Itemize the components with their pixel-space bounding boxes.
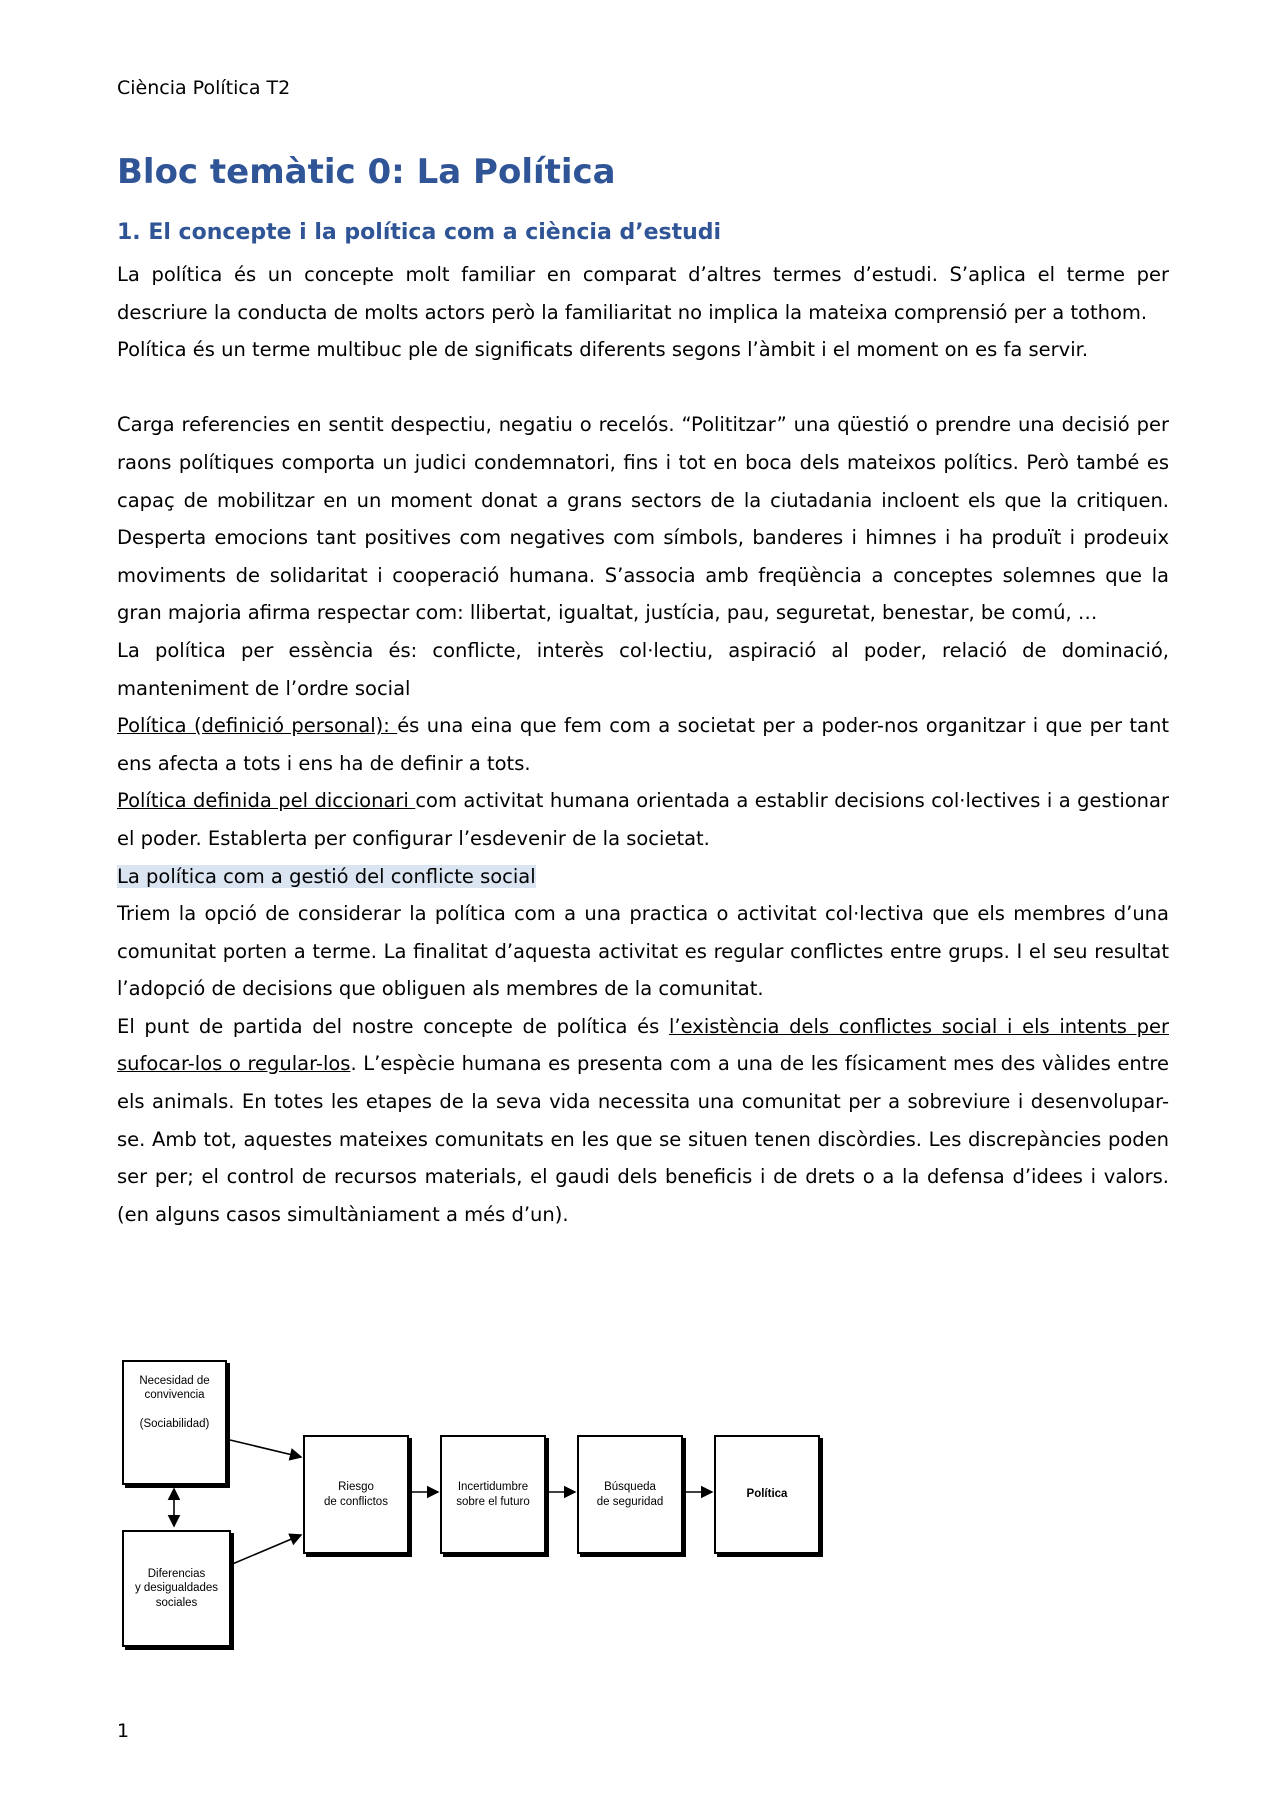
paragraph: Carga referencies en sentit despectiu, negatiu o recelós. “Polititzar” una qüestió o prendre una decisió per raons polítiques comporta un judici condemnatori, fins i tot en boca dels mateixos polítics. Però també es capaç de mobilitzar en un moment donat a grans sectors de la ciutadania incloent els que la critiquen. Desperta emocions tant positives com negatives com símbols, banderes i himnes i ha produït i prodeuix moviments de solidaritat i cooperació humana. S’associa amb freqüència a conceptes solemnes que la gran majoria afirma respectar com: llibertat, igualtat, justícia, pau, seguretat, benestar, be comú, … (117, 413, 1169, 625)
paragraph: Política és un terme multibuc ple de significats diferents segons l’àmbit i el moment on es fa servir. (117, 338, 1089, 362)
paragraph (117, 1008, 1169, 1234)
box-conflict-risk (303, 1435, 409, 1554)
box-security-search (577, 1435, 683, 1554)
box-label: y desigualdades (134, 1582, 219, 1595)
paragraph-text: . L’espècie humana es presenta com a una de les físicament mes des vàlides entre els animals. En totes les etapes de la seva vida necessita una comunitat per a sobreviure i desenvolupar-se. Amb tot, aquestes mateixes comunitats en les que se situen tenen discòrdies. Les discrepàncies poden ser per; el control de recursos materials, el gaudi dels beneficis i de drets o a la defensa d’idees i valors. (en alguns casos simultàniament a més d’un). (117, 1052, 1169, 1226)
paragraph (117, 782, 1169, 857)
box-label: sobre el futuro (456, 1495, 530, 1508)
politics-flow-diagram (117, 1355, 827, 1650)
box-label: Incertidumbre (457, 1481, 529, 1494)
paragraph (117, 858, 1169, 896)
box-label: Diferencias (147, 1567, 206, 1580)
arrow-line (230, 1440, 301, 1457)
box-label: de seguridad (596, 1495, 664, 1508)
document-body (117, 256, 1169, 1233)
page-number: 1 (117, 1720, 130, 1742)
paragraph: Triem la opció de considerar la política com a una practica o activitat col·lectiva que els membres d’una comunitat porten a terme. La finalitat d’aquesta activitat es regular conflictes entre grups. I el seu resultat l’adopció de decisions que obliguen als membres de la comunitat. (117, 902, 1169, 1001)
box-label: Necesidad de (139, 1375, 210, 1387)
paragraph-text: com activitat humana orientada a establir decisions col·lectives i a gestionar el poder. Establerta per configurar l’esdevenir de la societat. (117, 789, 1169, 850)
box-uncertainty (440, 1435, 546, 1554)
underlined-term: l’existència dels conflictes social i els intents per sufocar-los o regular-los (117, 1014, 1169, 1076)
box-label: (Sociabilidad) (139, 1417, 210, 1430)
section-heading: 1. El concepte i la política com a ciència d’estudi (117, 220, 722, 245)
blank-line (117, 369, 1169, 407)
underlined-term: Política (definició personal): (117, 714, 398, 738)
box-label: convivencia (144, 1389, 205, 1402)
box-label: Riesgo (338, 1481, 374, 1494)
paragraph-text: El punt de partida del nostre concepte de política és (117, 1014, 670, 1038)
paragraph: La política per essència és: conflicte, interès col·lectiu, aspiració al poder, relació de dominació, manteniment de l’ordre social (117, 638, 1169, 700)
box-label: de conflictos (324, 1495, 388, 1508)
box-politics (714, 1435, 820, 1554)
box-label: sociales (155, 1596, 198, 1609)
underlined-term: Política definida pel diccionari (117, 789, 416, 813)
paragraph: La política és un concepte molt familiar en comparat d’altres termes d’estudi. S’aplica el terme per descriure la conducta de molts actors però la familiaritat no implica la mateixa comprensió per a tothom. (117, 263, 1169, 324)
arrow-line (230, 1535, 301, 1565)
document-title: Bloc temàtic 0: La Política (117, 152, 616, 192)
page-header: Ciència Política T2 (117, 77, 291, 99)
highlighted-subheading: La política com a gestió del conflicte social (117, 864, 536, 888)
box-label: Búsqueda (604, 1481, 656, 1494)
paragraph-text: és una eina que fem com a societat per a poder-nos organitzar i que per tant ens afecta a tots i ens ha de definir a tots. (117, 714, 1169, 775)
box-label: Política (746, 1488, 788, 1501)
paragraph (117, 707, 1169, 782)
box-need-coexistence (122, 1360, 227, 1485)
box-social-differences (122, 1530, 231, 1647)
